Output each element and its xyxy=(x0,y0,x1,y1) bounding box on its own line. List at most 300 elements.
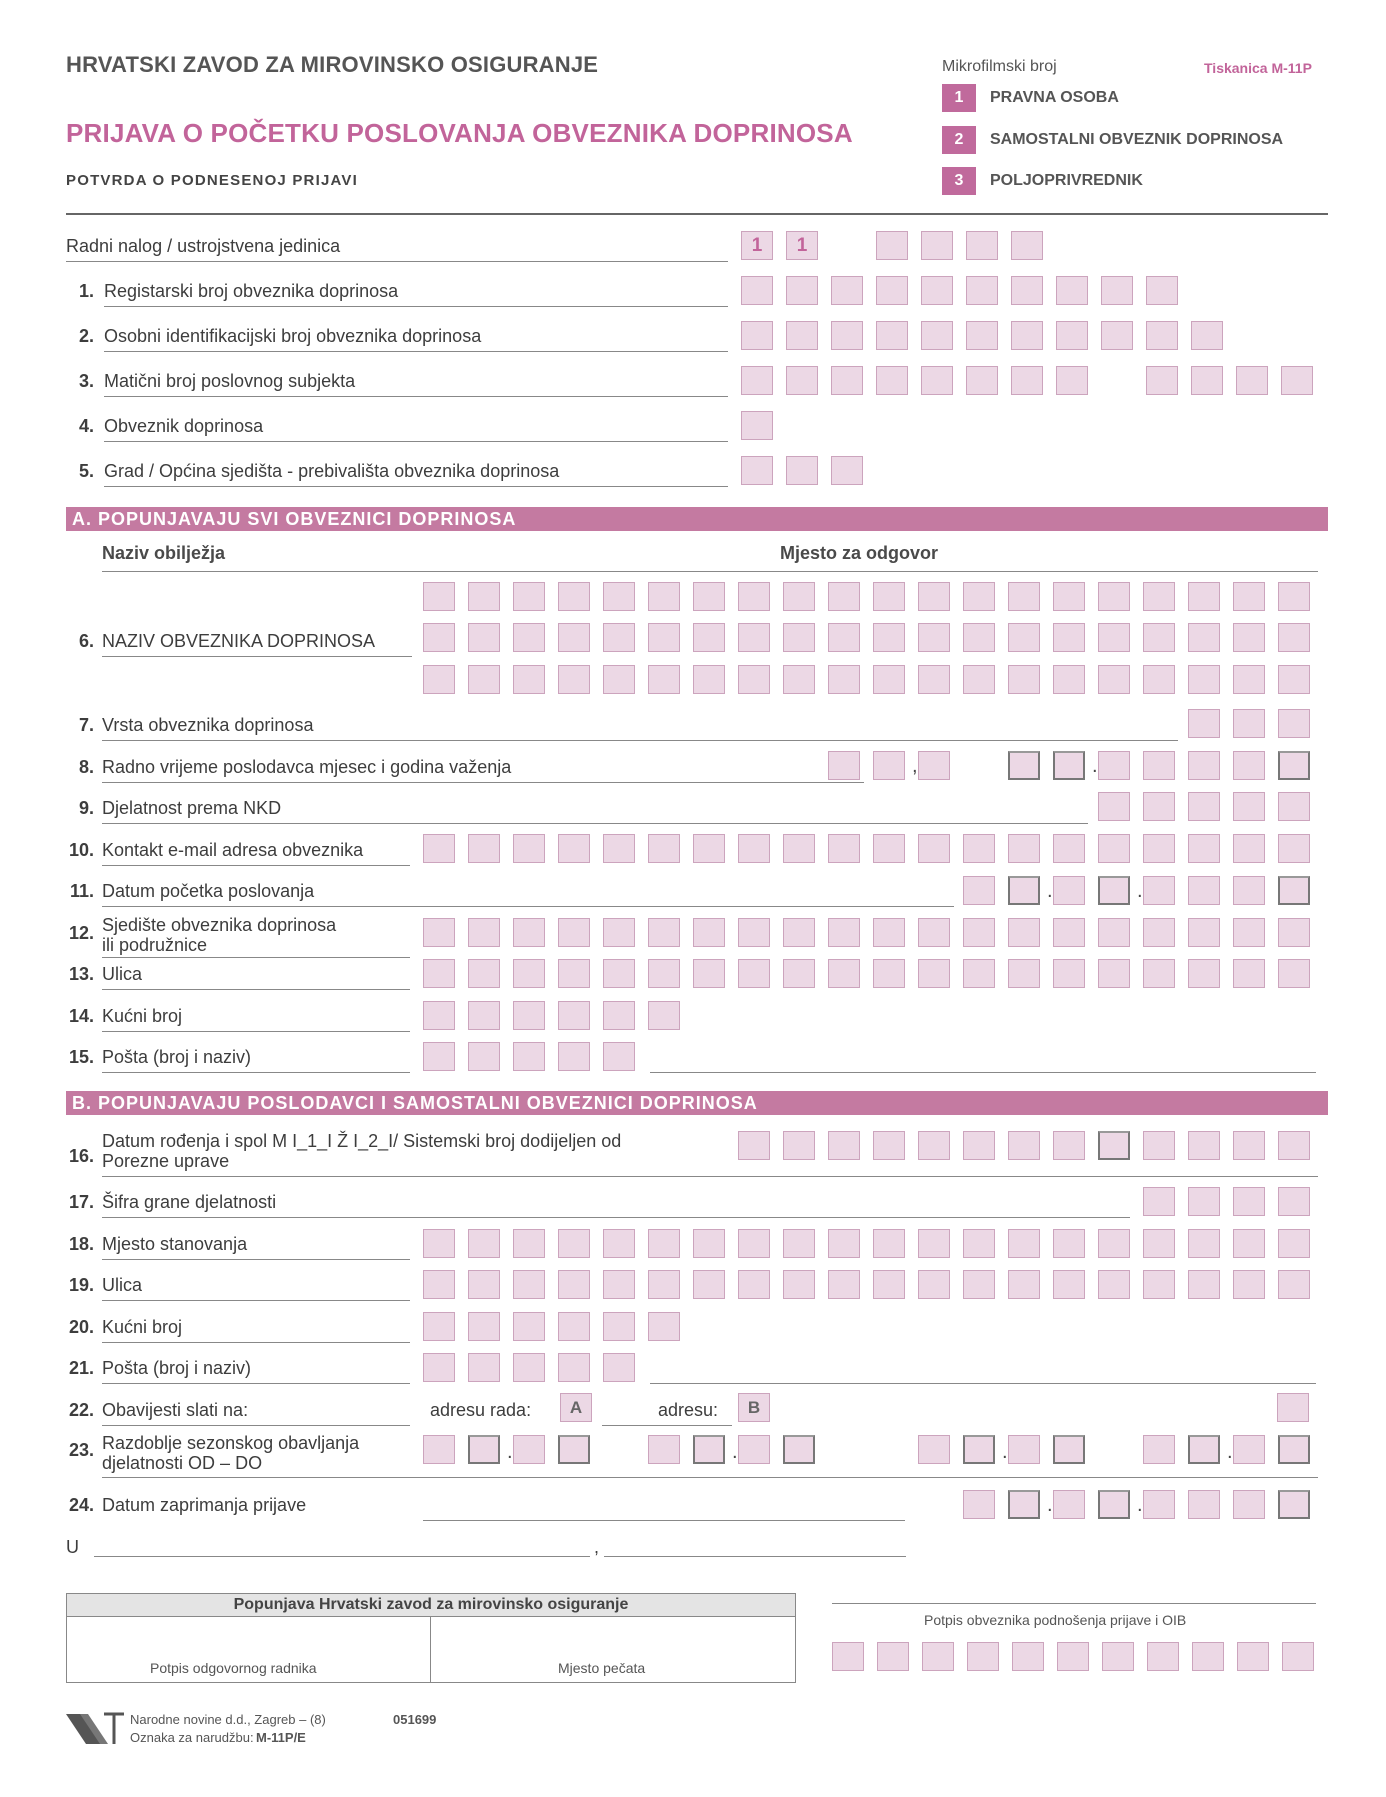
residence-postal-code-box[interactable] xyxy=(603,1353,635,1382)
email-box[interactable] xyxy=(873,834,905,863)
residence-box[interactable] xyxy=(558,1229,590,1258)
seat-box[interactable] xyxy=(648,918,680,947)
house-number-box[interactable] xyxy=(468,1001,500,1030)
seat-box[interactable] xyxy=(918,918,950,947)
contributor-name-box[interactable] xyxy=(468,582,500,611)
contributor-name-box[interactable] xyxy=(1143,582,1175,611)
start-year-box[interactable] xyxy=(1143,876,1175,905)
start-day-box[interactable] xyxy=(1008,876,1040,905)
contributor-name-box[interactable] xyxy=(1233,623,1265,652)
signature-oib-box[interactable] xyxy=(1102,1642,1134,1671)
birth-date-box[interactable] xyxy=(873,1131,905,1160)
contributor-name-box[interactable] xyxy=(918,623,950,652)
signature-oib-box[interactable] xyxy=(1147,1642,1179,1671)
receipt-month-box[interactable] xyxy=(1098,1490,1130,1519)
contributor-name-box[interactable] xyxy=(423,665,455,694)
residence-street-box[interactable] xyxy=(783,1270,815,1299)
industry-code-box[interactable] xyxy=(1278,1187,1310,1216)
seat-box[interactable] xyxy=(423,918,455,947)
street-box[interactable] xyxy=(1188,959,1220,988)
contributor-name-box[interactable] xyxy=(738,582,770,611)
seat-box[interactable] xyxy=(873,918,905,947)
residence-street-box[interactable] xyxy=(1278,1270,1310,1299)
season-to-box[interactable] xyxy=(963,1435,995,1464)
residence-box[interactable] xyxy=(603,1229,635,1258)
contributor-name-box[interactable] xyxy=(873,623,905,652)
email-box[interactable] xyxy=(1278,834,1310,863)
contributor-name-box[interactable] xyxy=(873,665,905,694)
season-to-box[interactable] xyxy=(1053,1435,1085,1464)
receipt-year-box[interactable] xyxy=(1233,1490,1265,1519)
street-box[interactable] xyxy=(828,959,860,988)
residence-box[interactable] xyxy=(1188,1229,1220,1258)
street-box[interactable] xyxy=(738,959,770,988)
residence-house-number-box[interactable] xyxy=(468,1312,500,1341)
birth-date-box[interactable] xyxy=(1008,1131,1040,1160)
birth-date-box[interactable] xyxy=(963,1131,995,1160)
oib-box[interactable] xyxy=(1191,321,1223,350)
house-number-box[interactable] xyxy=(423,1001,455,1030)
contributor-kind-box[interactable] xyxy=(1188,709,1220,738)
contributor-name-box[interactable] xyxy=(918,665,950,694)
contributor-name-box[interactable] xyxy=(1008,623,1040,652)
working-hours-box[interactable] xyxy=(828,751,860,780)
season-from-box[interactable] xyxy=(513,1435,545,1464)
contributor-name-box[interactable] xyxy=(1143,623,1175,652)
start-year-box[interactable] xyxy=(1233,876,1265,905)
contributor-name-box[interactable] xyxy=(693,623,725,652)
email-box[interactable] xyxy=(738,834,770,863)
start-year-box[interactable] xyxy=(1278,876,1310,905)
contributor-name-box[interactable] xyxy=(558,582,590,611)
contributor-name-box[interactable] xyxy=(513,623,545,652)
email-box[interactable] xyxy=(1008,834,1040,863)
work-order-box[interactable] xyxy=(921,231,953,260)
seat-box[interactable] xyxy=(558,918,590,947)
validity-year-box[interactable] xyxy=(1278,751,1310,780)
residence-street-box[interactable] xyxy=(1053,1270,1085,1299)
contributor-name-box[interactable] xyxy=(693,665,725,694)
residence-box[interactable] xyxy=(1098,1229,1130,1258)
signature-oib-box[interactable] xyxy=(1057,1642,1089,1671)
signature-oib-box[interactable] xyxy=(1192,1642,1224,1671)
contributor-name-box[interactable] xyxy=(1053,665,1085,694)
residence-box[interactable] xyxy=(1233,1229,1265,1258)
seat-box[interactable] xyxy=(1233,918,1265,947)
residence-street-box[interactable] xyxy=(963,1270,995,1299)
company-id-box[interactable] xyxy=(1281,366,1313,395)
receipt-day-box[interactable] xyxy=(1008,1490,1040,1519)
birth-date-box[interactable] xyxy=(1098,1131,1130,1160)
email-box[interactable] xyxy=(648,834,680,863)
contributor-name-box[interactable] xyxy=(918,582,950,611)
contributor-name-box[interactable] xyxy=(1188,623,1220,652)
oib-box[interactable] xyxy=(966,321,998,350)
registration-number-box[interactable] xyxy=(741,276,773,305)
validity-year-box[interactable] xyxy=(1143,751,1175,780)
residence-box[interactable] xyxy=(1278,1229,1310,1258)
residence-street-box[interactable] xyxy=(828,1270,860,1299)
registration-number-box[interactable] xyxy=(831,276,863,305)
birth-date-box[interactable] xyxy=(1053,1131,1085,1160)
contributor-name-box[interactable] xyxy=(423,623,455,652)
email-box[interactable] xyxy=(693,834,725,863)
street-box[interactable] xyxy=(873,959,905,988)
residence-street-box[interactable] xyxy=(603,1270,635,1299)
start-month-box[interactable] xyxy=(1098,876,1130,905)
company-id-box[interactable] xyxy=(1236,366,1268,395)
contributor-name-box[interactable] xyxy=(1278,582,1310,611)
residence-street-box[interactable] xyxy=(513,1270,545,1299)
residence-box[interactable] xyxy=(828,1229,860,1258)
email-box[interactable] xyxy=(1053,834,1085,863)
residence-box[interactable] xyxy=(783,1229,815,1258)
contributor-name-box[interactable] xyxy=(738,623,770,652)
signature-oib-box[interactable] xyxy=(1012,1642,1044,1671)
residence-box[interactable] xyxy=(693,1229,725,1258)
contributor-name-box[interactable] xyxy=(558,623,590,652)
seat-box[interactable] xyxy=(603,918,635,947)
contributor-name-box[interactable] xyxy=(603,623,635,652)
contributor-type-box[interactable] xyxy=(741,411,773,440)
seat-box[interactable] xyxy=(1188,918,1220,947)
work-address-option-a[interactable]: A xyxy=(560,1393,592,1422)
email-box[interactable] xyxy=(828,834,860,863)
company-id-box[interactable] xyxy=(966,366,998,395)
contributor-name-box[interactable] xyxy=(963,665,995,694)
seat-box[interactable] xyxy=(783,918,815,947)
contributor-name-box[interactable] xyxy=(513,582,545,611)
residence-house-number-box[interactable] xyxy=(558,1312,590,1341)
postal-code-box[interactable] xyxy=(423,1042,455,1071)
validity-month-box[interactable] xyxy=(1053,751,1085,780)
contributor-name-box[interactable] xyxy=(558,665,590,694)
start-month-box[interactable] xyxy=(1053,876,1085,905)
street-box[interactable] xyxy=(558,959,590,988)
residence-box[interactable] xyxy=(918,1229,950,1258)
contributor-kind-box[interactable] xyxy=(1233,709,1265,738)
signature-line[interactable] xyxy=(832,1603,1316,1604)
company-id-box[interactable] xyxy=(786,366,818,395)
validity-year-box[interactable] xyxy=(1233,751,1265,780)
season-from-box[interactable] xyxy=(648,1435,680,1464)
residence-postal-code-box[interactable] xyxy=(423,1353,455,1382)
seat-box[interactable] xyxy=(693,918,725,947)
seat-box[interactable] xyxy=(513,918,545,947)
oib-box[interactable] xyxy=(876,321,908,350)
contributor-name-box[interactable] xyxy=(1053,582,1085,611)
oib-box[interactable] xyxy=(1101,321,1133,350)
street-box[interactable] xyxy=(1278,959,1310,988)
email-box[interactable] xyxy=(1143,834,1175,863)
residence-postal-code-box[interactable] xyxy=(513,1353,545,1382)
street-box[interactable] xyxy=(1053,959,1085,988)
working-hours-box[interactable] xyxy=(873,751,905,780)
residence-postal-code-box[interactable] xyxy=(558,1353,590,1382)
residence-box[interactable] xyxy=(468,1229,500,1258)
seat-box[interactable] xyxy=(963,918,995,947)
residence-house-number-box[interactable] xyxy=(513,1312,545,1341)
house-number-box[interactable] xyxy=(558,1001,590,1030)
residence-street-box[interactable] xyxy=(873,1270,905,1299)
residence-street-box[interactable] xyxy=(468,1270,500,1299)
nkd-activity-box[interactable] xyxy=(1233,792,1265,821)
notification-choice-box[interactable] xyxy=(1277,1393,1309,1422)
birth-date-box[interactable] xyxy=(1233,1131,1265,1160)
email-box[interactable] xyxy=(783,834,815,863)
street-box[interactable] xyxy=(963,959,995,988)
contributor-name-box[interactable] xyxy=(513,665,545,694)
receipt-year-box[interactable] xyxy=(1143,1490,1175,1519)
working-hours-box[interactable] xyxy=(918,751,950,780)
residence-street-box[interactable] xyxy=(1098,1270,1130,1299)
residence-street-box[interactable] xyxy=(738,1270,770,1299)
contributor-name-box[interactable] xyxy=(1188,665,1220,694)
contributor-name-box[interactable] xyxy=(648,582,680,611)
work-order-box-2[interactable]: 1 xyxy=(786,231,818,260)
signature-oib-box[interactable] xyxy=(922,1642,954,1671)
contributor-name-box[interactable] xyxy=(1008,582,1040,611)
nkd-activity-box[interactable] xyxy=(1278,792,1310,821)
email-box[interactable] xyxy=(1233,834,1265,863)
season-from-box[interactable] xyxy=(558,1435,590,1464)
email-box[interactable] xyxy=(603,834,635,863)
email-box[interactable] xyxy=(558,834,590,863)
season-from-box[interactable] xyxy=(468,1435,500,1464)
residence-box[interactable] xyxy=(1053,1229,1085,1258)
registration-number-box[interactable] xyxy=(786,276,818,305)
registration-number-box[interactable] xyxy=(921,276,953,305)
birth-date-box[interactable] xyxy=(828,1131,860,1160)
residence-box[interactable] xyxy=(963,1229,995,1258)
seat-box[interactable] xyxy=(1053,918,1085,947)
season-to-box[interactable] xyxy=(1188,1435,1220,1464)
birth-date-box[interactable] xyxy=(918,1131,950,1160)
contributor-name-box[interactable] xyxy=(1188,582,1220,611)
residence-box[interactable] xyxy=(1143,1229,1175,1258)
type-2-box[interactable]: 2 xyxy=(942,126,976,154)
residence-street-box[interactable] xyxy=(918,1270,950,1299)
contributor-name-box[interactable] xyxy=(963,582,995,611)
postal-code-box[interactable] xyxy=(513,1042,545,1071)
season-from-box[interactable] xyxy=(783,1435,815,1464)
start-year-box[interactable] xyxy=(1188,876,1220,905)
contributor-name-box[interactable] xyxy=(1098,623,1130,652)
birth-date-box[interactable] xyxy=(783,1131,815,1160)
contributor-name-box[interactable] xyxy=(783,665,815,694)
company-id-box[interactable] xyxy=(741,366,773,395)
contributor-name-box[interactable] xyxy=(828,582,860,611)
residence-postal-code-box[interactable] xyxy=(468,1353,500,1382)
birth-date-box[interactable] xyxy=(1143,1131,1175,1160)
street-box[interactable] xyxy=(783,959,815,988)
oib-box[interactable] xyxy=(831,321,863,350)
contributor-name-box[interactable] xyxy=(873,582,905,611)
email-box[interactable] xyxy=(513,834,545,863)
contributor-name-box[interactable] xyxy=(1278,623,1310,652)
work-order-box[interactable] xyxy=(876,231,908,260)
industry-code-box[interactable] xyxy=(1143,1187,1175,1216)
contributor-name-box[interactable] xyxy=(783,623,815,652)
email-box[interactable] xyxy=(1188,834,1220,863)
email-box[interactable] xyxy=(963,834,995,863)
work-order-box[interactable] xyxy=(1011,231,1043,260)
postal-code-box[interactable] xyxy=(558,1042,590,1071)
residence-street-box[interactable] xyxy=(648,1270,680,1299)
oib-box[interactable] xyxy=(786,321,818,350)
contributor-name-box[interactable] xyxy=(828,623,860,652)
contributor-name-box[interactable] xyxy=(603,665,635,694)
contributor-name-box[interactable] xyxy=(1008,665,1040,694)
contributor-name-box[interactable] xyxy=(1278,665,1310,694)
residence-box[interactable] xyxy=(873,1229,905,1258)
nkd-activity-box[interactable] xyxy=(1188,792,1220,821)
nkd-activity-box[interactable] xyxy=(1143,792,1175,821)
receipt-day-box[interactable] xyxy=(963,1490,995,1519)
registration-number-box[interactable] xyxy=(1056,276,1088,305)
email-box[interactable] xyxy=(1098,834,1130,863)
season-to-box[interactable] xyxy=(1143,1435,1175,1464)
street-box[interactable] xyxy=(693,959,725,988)
birth-date-box[interactable] xyxy=(738,1131,770,1160)
validity-year-box[interactable] xyxy=(1098,751,1130,780)
residence-box[interactable] xyxy=(513,1229,545,1258)
seat-box[interactable] xyxy=(1278,918,1310,947)
oib-box[interactable] xyxy=(741,321,773,350)
residence-street-box[interactable] xyxy=(1188,1270,1220,1299)
start-day-box[interactable] xyxy=(963,876,995,905)
receipt-year-box[interactable] xyxy=(1278,1490,1310,1519)
email-box[interactable] xyxy=(918,834,950,863)
residence-street-box[interactable] xyxy=(693,1270,725,1299)
address-option-b[interactable]: B xyxy=(738,1393,770,1422)
signature-oib-box[interactable] xyxy=(877,1642,909,1671)
oib-box[interactable] xyxy=(1146,321,1178,350)
residence-street-box[interactable] xyxy=(1143,1270,1175,1299)
contributor-name-box[interactable] xyxy=(1098,582,1130,611)
signature-oib-box[interactable] xyxy=(1282,1642,1314,1671)
oib-box[interactable] xyxy=(1056,321,1088,350)
company-id-box[interactable] xyxy=(1011,366,1043,395)
house-number-box[interactable] xyxy=(603,1001,635,1030)
street-box[interactable] xyxy=(1008,959,1040,988)
validity-year-box[interactable] xyxy=(1188,751,1220,780)
season-from-box[interactable] xyxy=(738,1435,770,1464)
city-code-box[interactable] xyxy=(831,456,863,485)
industry-code-box[interactable] xyxy=(1233,1187,1265,1216)
birth-date-box[interactable] xyxy=(1188,1131,1220,1160)
receipt-month-box[interactable] xyxy=(1053,1490,1085,1519)
street-box[interactable] xyxy=(423,959,455,988)
contributor-name-box[interactable] xyxy=(648,665,680,694)
season-to-box[interactable] xyxy=(1233,1435,1265,1464)
email-box[interactable] xyxy=(423,834,455,863)
seat-box[interactable] xyxy=(468,918,500,947)
season-from-box[interactable] xyxy=(693,1435,725,1464)
house-number-box[interactable] xyxy=(648,1001,680,1030)
street-box[interactable] xyxy=(918,959,950,988)
oib-box[interactable] xyxy=(921,321,953,350)
work-order-box[interactable] xyxy=(966,231,998,260)
registration-number-box[interactable] xyxy=(1101,276,1133,305)
street-box[interactable] xyxy=(648,959,680,988)
contributor-name-box[interactable] xyxy=(693,582,725,611)
contributor-name-box[interactable] xyxy=(468,623,500,652)
company-id-box[interactable] xyxy=(1146,366,1178,395)
street-box[interactable] xyxy=(603,959,635,988)
contributor-name-box[interactable] xyxy=(963,623,995,652)
oib-box[interactable] xyxy=(1011,321,1043,350)
contributor-name-box[interactable] xyxy=(603,582,635,611)
signature-oib-box[interactable] xyxy=(1237,1642,1269,1671)
street-box[interactable] xyxy=(468,959,500,988)
contributor-name-box[interactable] xyxy=(783,582,815,611)
place-line[interactable] xyxy=(94,1556,590,1557)
contributor-name-box[interactable] xyxy=(1233,665,1265,694)
seat-box[interactable] xyxy=(1143,918,1175,947)
registration-number-box[interactable] xyxy=(966,276,998,305)
contributor-name-box[interactable] xyxy=(1098,665,1130,694)
contributor-name-box[interactable] xyxy=(1233,582,1265,611)
postal-code-box[interactable] xyxy=(603,1042,635,1071)
contributor-name-box[interactable] xyxy=(828,665,860,694)
type-1-box[interactable]: 1 xyxy=(942,84,976,112)
seat-box[interactable] xyxy=(1098,918,1130,947)
signature-oib-box[interactable] xyxy=(967,1642,999,1671)
company-id-box[interactable] xyxy=(831,366,863,395)
work-order-box-1[interactable]: 1 xyxy=(741,231,773,260)
residence-house-number-box[interactable] xyxy=(423,1312,455,1341)
season-from-box[interactable] xyxy=(423,1435,455,1464)
industry-code-box[interactable] xyxy=(1188,1187,1220,1216)
birth-date-box[interactable] xyxy=(1278,1131,1310,1160)
date-line[interactable] xyxy=(604,1556,906,1557)
residence-street-box[interactable] xyxy=(558,1270,590,1299)
seat-box[interactable] xyxy=(738,918,770,947)
street-box[interactable] xyxy=(1233,959,1265,988)
residence-street-box[interactable] xyxy=(1008,1270,1040,1299)
nkd-activity-box[interactable] xyxy=(1098,792,1130,821)
contributor-name-box[interactable] xyxy=(1143,665,1175,694)
contributor-kind-box[interactable] xyxy=(1278,709,1310,738)
email-box[interactable] xyxy=(468,834,500,863)
season-to-box[interactable] xyxy=(918,1435,950,1464)
registration-number-box[interactable] xyxy=(876,276,908,305)
company-id-box[interactable] xyxy=(876,366,908,395)
registration-number-box[interactable] xyxy=(1011,276,1043,305)
contributor-name-box[interactable] xyxy=(738,665,770,694)
street-box[interactable] xyxy=(1098,959,1130,988)
postal-code-box[interactable] xyxy=(468,1042,500,1071)
contributor-name-box[interactable] xyxy=(1053,623,1085,652)
city-code-box[interactable] xyxy=(741,456,773,485)
house-number-box[interactable] xyxy=(513,1001,545,1030)
company-id-box[interactable] xyxy=(921,366,953,395)
seat-box[interactable] xyxy=(1008,918,1040,947)
residence-street-box[interactable] xyxy=(423,1270,455,1299)
street-box[interactable] xyxy=(1143,959,1175,988)
season-to-box[interactable] xyxy=(1008,1435,1040,1464)
company-id-box[interactable] xyxy=(1056,366,1088,395)
residence-house-number-box[interactable] xyxy=(648,1312,680,1341)
residence-box[interactable] xyxy=(1008,1229,1040,1258)
residence-box[interactable] xyxy=(423,1229,455,1258)
signature-oib-box[interactable] xyxy=(832,1642,864,1671)
company-id-box[interactable] xyxy=(1191,366,1223,395)
residence-box[interactable] xyxy=(648,1229,680,1258)
receipt-year-box[interactable] xyxy=(1188,1490,1220,1519)
season-to-box[interactable] xyxy=(1278,1435,1310,1464)
